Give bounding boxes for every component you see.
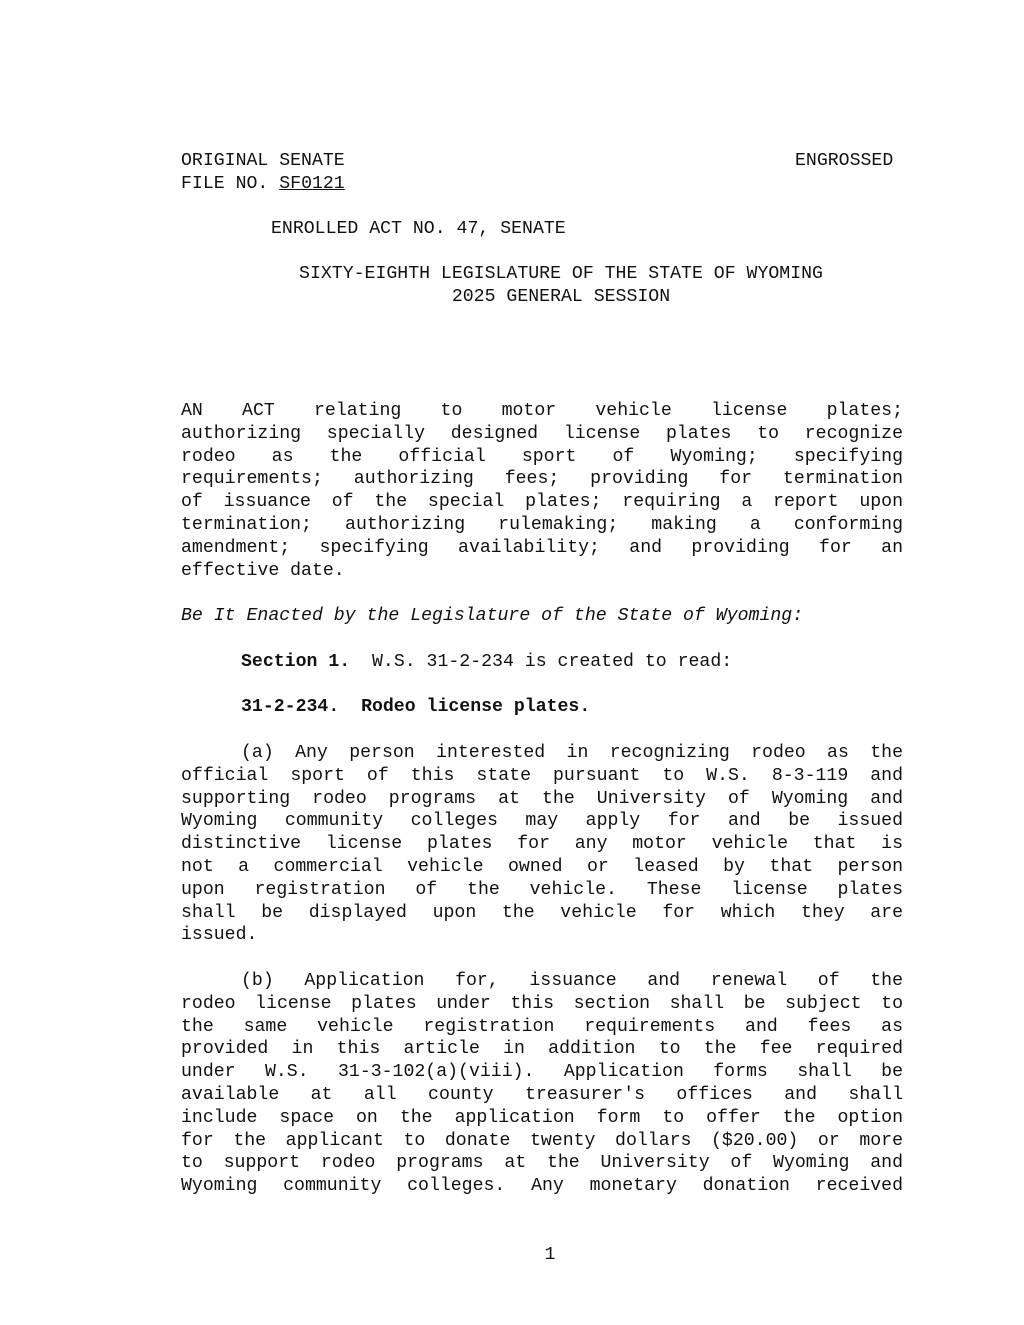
paragraph-line: official sport of this state pursuant to W.S. 8-3-119 and (181, 765, 903, 786)
paragraph-line: available at all county treasurer's offices and shall (181, 1084, 903, 1105)
file-number: SF0121 (279, 173, 345, 194)
paragraph-line: under W.S. 31-3-102(a)(viii). Application forms shall be (181, 1062, 903, 1083)
act-title-line: effective date. (181, 560, 345, 581)
paragraph-line: distinctive license plates for any motor vehicle that is (181, 834, 903, 855)
paragraph-line: not a commercial vehicle owned or leased by that person (181, 856, 903, 877)
legislature-name: SIXTY-EIGHTH LEGISLATURE OF THE STATE OF WYOMING (299, 264, 823, 284)
session-name: 2025 GENERAL SESSION (451, 286, 671, 307)
paragraph-line: (b) Application for, issuance and renewal of the (241, 970, 903, 991)
paragraph-line: issued. (181, 925, 258, 946)
statute-title: Rodeo license plates. (339, 697, 591, 718)
act-title-line: rodeo as the official sport of Wyoming; specifying (181, 446, 903, 467)
paragraph-line: to support rodeo programs at the University of Wyoming and (181, 1153, 903, 1174)
enrolled-act-number: ENROLLED ACT NO. 47, SENATE (271, 219, 566, 239)
paragraph-line: the same vehicle registration requirements and fees as (181, 1016, 903, 1037)
paragraph-line: rodeo license plates under this section shall be subject to (181, 993, 903, 1014)
page-number: 1 (544, 1245, 556, 1265)
paragraph-line: (a) Any person interested in recognizing rodeo as the (241, 742, 903, 763)
paragraph-line: shall be displayed upon the vehicle for which they are (181, 902, 903, 923)
file-label: FILE NO. (181, 173, 280, 194)
engrossed-label: ENGROSSED (795, 151, 894, 171)
act-title-line: AN ACT relating to motor vehicle license plates; (181, 401, 903, 421)
paragraph-line: for the applicant to donate twenty dollars ($20.00) or more (181, 1130, 903, 1151)
act-title (181, 400, 903, 582)
enacting-clause: Be It Enacted by the Legislature of the State of Wyoming: (181, 606, 804, 627)
file-number-line (181, 173, 345, 196)
paragraph-b (181, 970, 903, 1198)
section-label: Section 1. (241, 651, 351, 672)
paragraph-line: Wyoming community colleges may apply for and be issued (181, 811, 903, 832)
act-title-line: amendment; specifying availability; and providing for an (181, 537, 903, 558)
section-1-heading (181, 651, 903, 674)
original-file-block (181, 150, 345, 196)
document-body (181, 400, 903, 1198)
paragraph-line: include space on the application form to offer the option (181, 1107, 903, 1128)
act-title-line: authorizing specially designed license plates to recognize (181, 423, 903, 444)
statute-heading (181, 696, 903, 719)
paragraph-line: provided in this article in addition to the fee required (181, 1039, 903, 1060)
act-title-line: termination; authorizing rulemaking; making a conforming (181, 514, 903, 535)
paragraph-line: supporting rodeo programs at the University of Wyoming and (181, 788, 903, 809)
section-text: W.S. 31-2-234 is created to read: (350, 651, 733, 672)
paragraph-line: Wyoming community colleges. Any monetary donation received (181, 1176, 903, 1197)
legislature-block (271, 263, 851, 309)
statute-number: 31-2-234. (241, 697, 340, 718)
paragraph-a (181, 742, 903, 947)
paragraph-line: upon registration of the vehicle. These license plates (181, 879, 903, 900)
original-senate-label: ORIGINAL SENATE (181, 151, 345, 171)
act-title-line: of issuance of the special plates; requiring a report upon (181, 492, 903, 513)
act-title-line: requirements; authorizing fees; providing for termination (181, 469, 903, 490)
